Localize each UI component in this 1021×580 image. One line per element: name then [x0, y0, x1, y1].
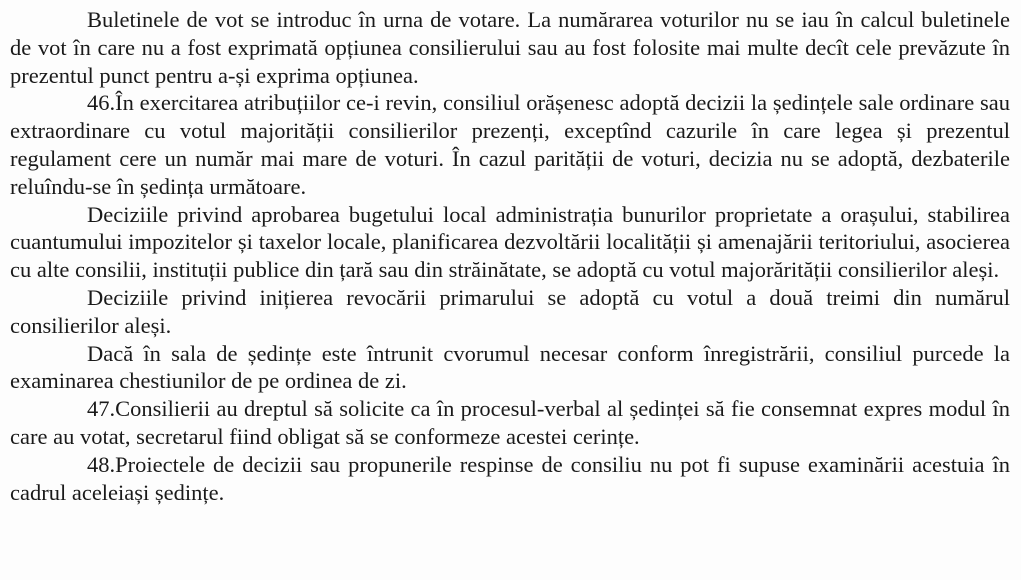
paragraph-budget-decisions: Deciziile privind aprobarea bugetului local administrația bunurilor proprietate a orașului, stabilirea cuantumului impozitelor și taxelor locale, planificarea dezvoltării localității și amenajării teritoriului, asocierea cu alte consilii, instituții publice din țară sau din străinătate, se adoptă cu votul majorărității consilierilor aleși. — [10, 201, 1010, 283]
paragraph-quorum: Dacă în sala de ședințe este întrunit cvorumul necesar conform înregistrării, consiliul purcede la examinarea chestiunilor de pe ordinea de zi. — [10, 340, 1010, 394]
paragraph-ballots: Buletinele de vot se introduc în urna de votare. La numărarea voturilor nu se iau în calcul buletinele de vot în care nu a fost exprimată opțiunea consilierului sau au fost folosite mai multe decît cele prevăzute în prezentul punct pentru a-și exprima opțiunea. — [10, 7, 1010, 88]
document-body — [10, 6, 1010, 506]
paragraph-article-48: 48.Proiectele de decizii sau propunerile respinse de consiliu nu pot fi supuse examinării acestuia în cadrul aceleiași ședințe. — [10, 451, 1010, 505]
paragraph-article-46: 46.În exercitarea atribuțiilor ce-i revin, consiliul orășenesc adoptă decizii la ședințele sale ordinare sau extraordinare cu votul majorității consilierilor prezenți, exceptînd cazurile în care legea și prezentul regulament cere un număr mai mare de voturi. În cazul parității de voturi, decizia nu se adoptă, dezbaterile reluîndu-se în ședința următoare. — [10, 90, 1010, 199]
paragraph-article-47: 47.Consilierii au dreptul să solicite ca în procesul-verbal al ședinței să fie consemnat expres modul în care au votat, secretarul fiind obligat să se conformeze acestei cerințe. — [10, 396, 1010, 449]
paragraph-mayor-revocation: Deciziile privind inițierea revocării primarului se adoptă cu votul a două treimi din numărul consilierilor aleși. — [10, 284, 1010, 338]
